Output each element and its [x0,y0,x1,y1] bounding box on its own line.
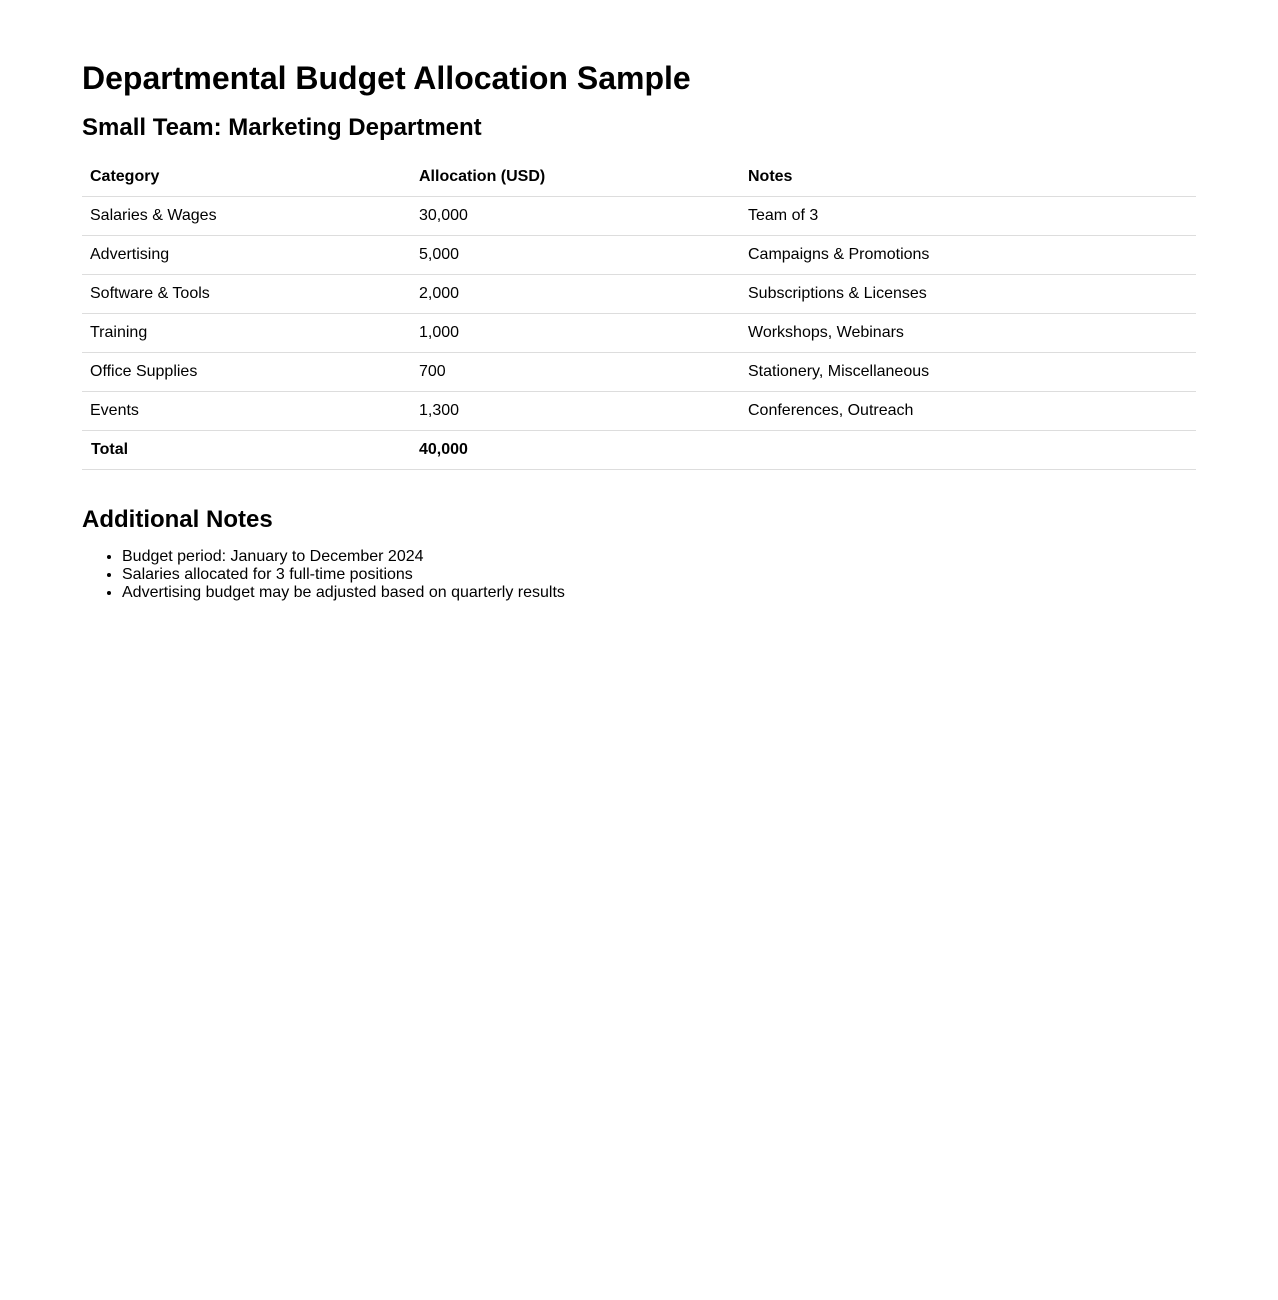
cell-allocation: 30,000 [411,197,740,236]
table-row [82,236,1196,275]
total-label-cell [82,431,411,470]
cell-category: Salaries & Wages [82,197,411,236]
total-row [82,431,1196,470]
header-allocation: Allocation (USD) [411,158,740,197]
cell-notes: Workshops, Webinars [740,314,1196,353]
cell-category: Software & Tools [82,275,411,314]
cell-allocation: 2,000 [411,275,740,314]
cell-allocation: 1,000 [411,314,740,353]
list-item: • Advertising budget may be adjusted based on quarterly results [122,584,1196,602]
additional-notes-title: Additional Notes [82,506,273,533]
table-row [82,275,1196,314]
total-label: Total [91,441,129,458]
page-title: Departmental Budget Allocation Sample [82,60,691,96]
header-notes: Notes [740,158,1196,197]
cell-notes: Conferences, Outreach [740,392,1196,431]
cell-allocation: 1,300 [411,392,740,431]
table-header-row [82,158,1196,197]
cell-category: Office Supplies [82,353,411,392]
cell-category: Training [82,314,411,353]
cell-allocation: 5,000 [411,236,740,275]
list-item: • Budget period: January to December 2024 [122,548,1196,566]
cell-category: Events [82,392,411,431]
department-subtitle: Small Team: Marketing Department [82,114,482,141]
header-category: Category [82,158,411,197]
total-allocation: 40,000 [411,431,740,470]
budget-table [82,158,1196,470]
cell-notes: Stationery, Miscellaneous [740,353,1196,392]
list-item: • Salaries allocated for 3 full-time positions [122,566,1196,584]
table-row [82,197,1196,236]
cell-category: Advertising [82,236,411,275]
cell-notes: Subscriptions & Licenses [740,275,1196,314]
table-row [82,353,1196,392]
table-row [82,314,1196,353]
table-row [82,392,1196,431]
cell-notes: Campaigns & Promotions [740,236,1196,275]
cell-allocation: 700 [411,353,740,392]
additional-notes-list [82,548,1196,602]
cell-notes: Team of 3 [740,197,1196,236]
total-notes [740,431,1196,470]
